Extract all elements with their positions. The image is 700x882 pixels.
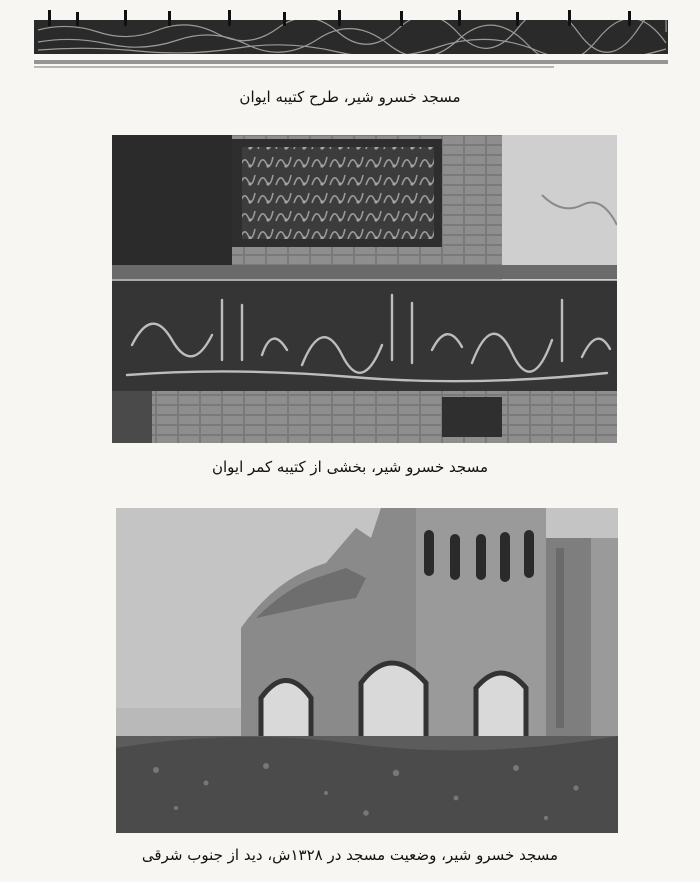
caption-ruined-mosque: مسجد خسرو شیر، وضعیت مسجد در ۱۳۲۸ش، دید از جنوب شرقی	[141, 846, 559, 864]
ruined-mosque-photo	[116, 508, 618, 833]
caption-carved-inscription: مسجد خسرو شیر، بخشی از کتیبه کمر ایوان	[211, 458, 488, 476]
ruined-mosque-photo-icon	[116, 508, 618, 833]
caption-inscription-drawing: مسجد خسرو شیر، طرح کتیبه ایوان	[239, 88, 461, 106]
calligraphy-inscription-drawing-icon	[28, 10, 674, 72]
carved-brick-inscription-photo-icon	[112, 135, 617, 443]
inscription-drawing	[28, 10, 674, 72]
carved-inscription-photo	[112, 135, 617, 443]
